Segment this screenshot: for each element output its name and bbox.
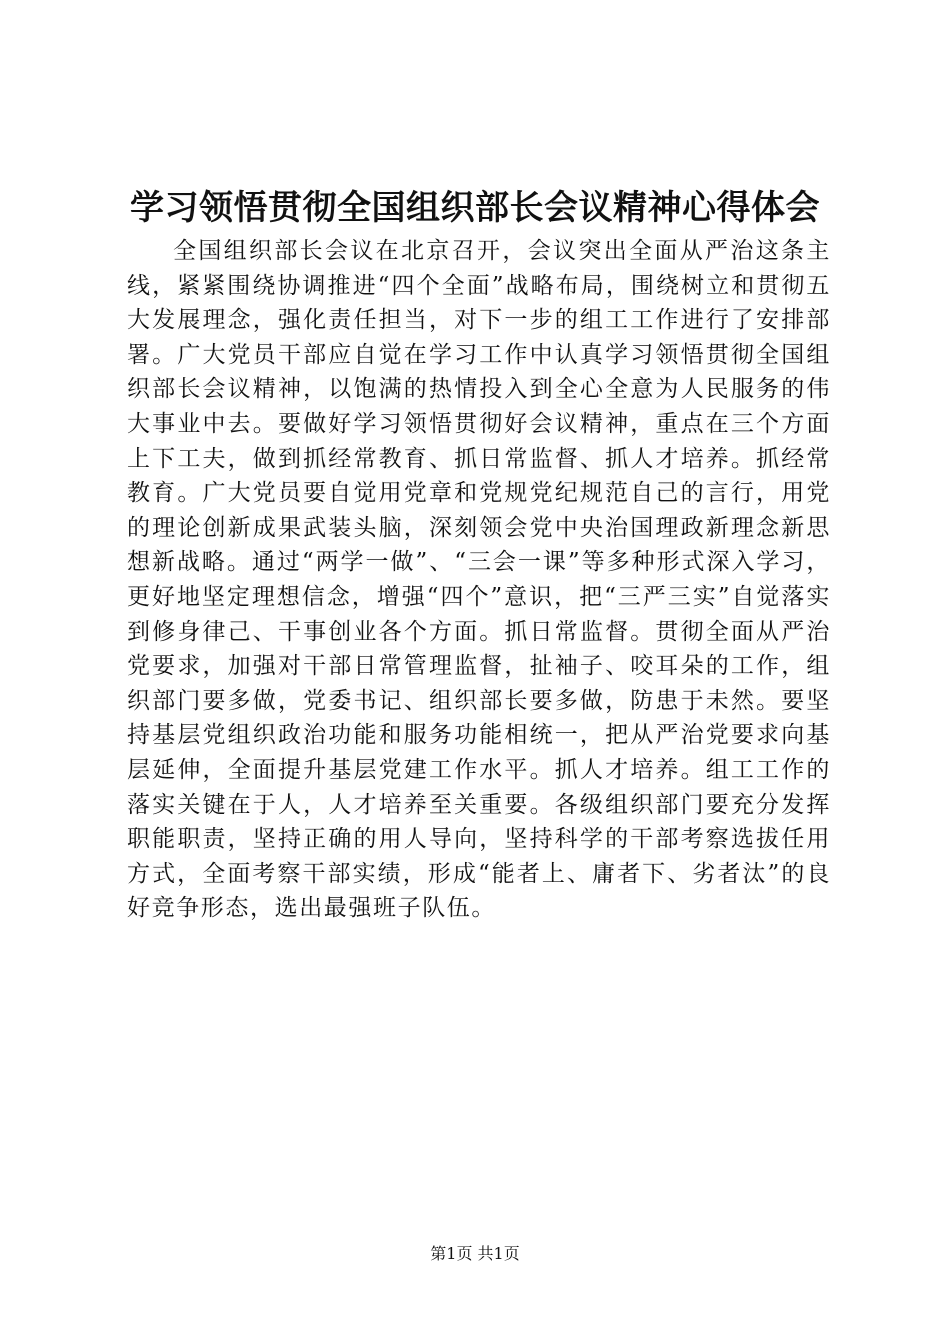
page-number-footer: 第1页 共1页 [430, 1244, 520, 1263]
document-body-paragraph: 全国组织部长会议在北京召开，会议突出全面从严治这条主线，紧紧围绕协调推进“四个全面”战略布局，围绕树立和贯彻五大发展理念，强化责任担当，对下一步的组工工作进行了安排部署。广大党员干部应自觉在学习工作中认真学习领悟贯彻全国组织部长会议精神，以饱满的热情投入到全心全意为人民服务的伟大事业中去。要做好学习领悟贯彻好会议精神，重点在三个方面上下工夫，做到抓经常教育、抓日常监督、抓人才培养。抓经常教育。广大党员要自觉用党章和党规党纪规范自己的言行，用党的理论创新成果武装头脑，深刻领会党中央治国理政新理念新思想新战略。通过“两学一做”、“三会一课”等多种形式深入学习，更好地坚定理想信念，增强“四个”意识，把“三严三实”自觉落实到修身律己、干事创业各个方面。抓日常监督。贯彻全面从严治党要求，加强对干部日常管理监督，扯袖子、咬耳朵的工作，组织部门要多做，党委书记、组织部长要多做，防患于未然。要坚持基层党组织政治功能和服务功能相统一，把从严治党要求向基层延伸，全面提升基层党建工作水平。抓人才培养。组工工作的落实关键在于人，人才培养至关重要。各级组织部门要充分发挥职能职责，坚持正确的用人导向，坚持科学的干部考察选拔任用方式，全面考察干部实绩，形成“能者上、庸者下、劣者汰”的良好竞争形态，选出最强班子队伍。 [127, 238, 831, 922]
document-title: 学习领悟贯彻全国组织部长会议精神心得体会 [130, 188, 820, 228]
